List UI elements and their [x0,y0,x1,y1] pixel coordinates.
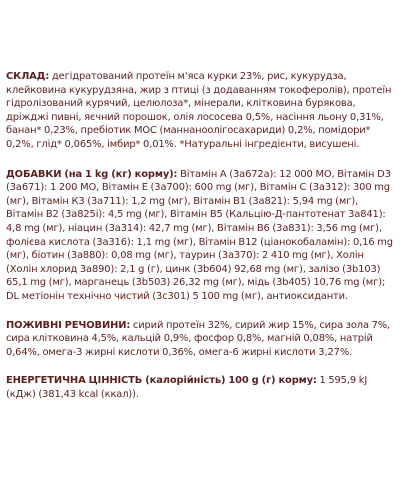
ingredients-text: дегідратований протеїн м'яса курки 23%, рис, кукурудза, клейковина кукурудзяна, жир з птиці (з додаванням токоферолів), протеїн гідролізований курячий, целюлоза*, мінерали, клітковина бурякова, дріжджі пивні, яєчний порошок, олія лососева 0,5%, насіння льону 0,31%, банан* 0,23%, пребіотик MOC (маннаноолігосахариди) 0,2%, помідори* 0,2%, глід* 0,065%, імбир* 0,01%. *Натуральні інгредієнти, висушені. [6,71,392,150]
composition-text-block [6,70,394,401]
nutrients-text: сирий протеїн 32%, сирий жир 15%, сира зола 7%, сира клітковина 4,5%, кальцій 0,9%, фосфор 0,8%, магній 0,08%, натрій 0,64%, омега-3 жирні кислоти 0,36%, омега-6 жирні кислоти 3,27%. [6,319,391,358]
additives-heading: ДОБАВКИ (на 1 kg (кг) корму): [6,168,178,180]
ingredients-section [6,70,394,152]
additives-text: Вітамін А (3a672a): 12 000 МО, Вітамін D3 (3a671): 1 200 МО, Вітамін Е (3a700): 600 mg (мг), Вітамін С (3a312): 300 mg (мг), Вітамін К3 (3a711): 1,2 mg (мг), Вітамін В1 (3a821): 5,94 mg (мг), Вітамін В2 (3a825i): 4,5 mg (мг), Вітамін В5 (Кальцію-Д-пантотенат 3a841): 4,8 mg (мг), ніацин (3a314): 42,7 mg (мг), Вітамін В6 (3a831): 3,56 mg (мг), фолієва кислота (3a316): 1,1 mg (мг), Вітамін В12 (ціанокобаламін): 0,16 mg (мг), біотин (3a880): 0,08 mg (мг), таурин (3a370): 2 410 mg (мг), Холін (Холін хлорид 3a890): 2,1 g (г), цинк (3b604) 92,68 mg (мг), залізо (3b103) 65,1 mg (мг), марганець (3b503) 26,32 mg (мг), мідь (3b405) 10,76 mg (мг); DL метіонін технічно чистий (3c301) 5 100 mg (мг), антиоксиданти. [6,168,393,302]
nutrients-section [6,319,394,360]
energy-section [6,374,394,401]
energy-text: 1 595,9 kJ (кДж) (381,43 kcal (ккал)). [6,375,368,400]
ingredients-heading: СКЛАД: [6,71,50,82]
additives-section [6,168,394,304]
energy-heading: ЕНЕРГЕТИЧНА ЦІННІСТЬ (калорійність) 100 g (г) корму: [6,375,317,387]
nutrients-heading: ПОЖИВНІ РЕЧОВИНИ: [6,319,131,331]
